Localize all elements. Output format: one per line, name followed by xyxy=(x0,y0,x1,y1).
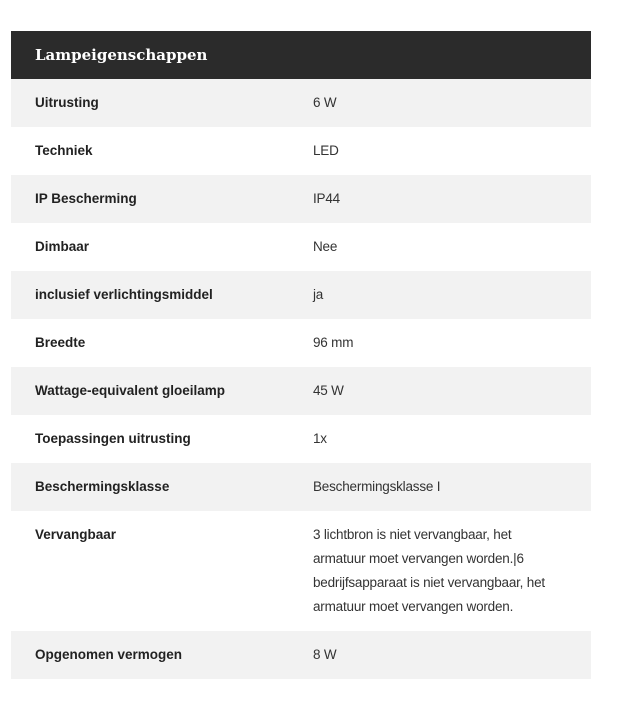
table-row xyxy=(11,415,591,463)
table-row xyxy=(11,127,591,175)
property-value: 3 lichtbron is niet vervangbaar, het armatuur moet vervangen worden.|6 bedrijfsapparaat is niet vervangbaar, het armatuur moet vervangen worden. xyxy=(313,527,545,614)
table-title: Lampeigenschappen xyxy=(11,31,591,79)
table-body xyxy=(11,79,591,679)
property-value: Nee xyxy=(313,239,338,254)
property-value: IP44 xyxy=(313,191,340,206)
table-row xyxy=(11,463,591,511)
property-value: 1x xyxy=(313,431,327,446)
property-label: Toepassingen uitrusting xyxy=(35,431,191,446)
table-row xyxy=(11,367,591,415)
table-row xyxy=(11,511,591,631)
property-label: Breedte xyxy=(35,335,86,350)
property-value: 6 W xyxy=(313,95,337,110)
table-row xyxy=(11,79,591,127)
property-value: 96 mm xyxy=(313,335,354,350)
property-label: inclusief verlichtingsmiddel xyxy=(35,287,213,302)
property-label: Wattage-equivalent gloeilamp xyxy=(35,383,226,398)
property-label: Opgenomen vermogen xyxy=(35,647,183,662)
property-value: 8 W xyxy=(313,647,337,662)
property-label: Techniek xyxy=(35,143,93,158)
property-label: Beschermingsklasse xyxy=(35,479,170,494)
property-value: LED xyxy=(313,143,339,158)
property-label: Vervangbaar xyxy=(35,527,117,542)
table-row xyxy=(11,271,591,319)
table-row xyxy=(11,631,591,679)
property-value: 45 W xyxy=(313,383,344,398)
property-label: IP Bescherming xyxy=(35,191,137,206)
property-label: Uitrusting xyxy=(35,95,99,110)
property-value: Beschermingsklasse I xyxy=(313,479,441,494)
table-row xyxy=(11,319,591,367)
lamp-properties-table xyxy=(11,31,591,679)
property-label: Dimbaar xyxy=(35,239,90,254)
property-value: ja xyxy=(313,287,324,302)
table-row xyxy=(11,223,591,271)
table-row xyxy=(11,175,591,223)
